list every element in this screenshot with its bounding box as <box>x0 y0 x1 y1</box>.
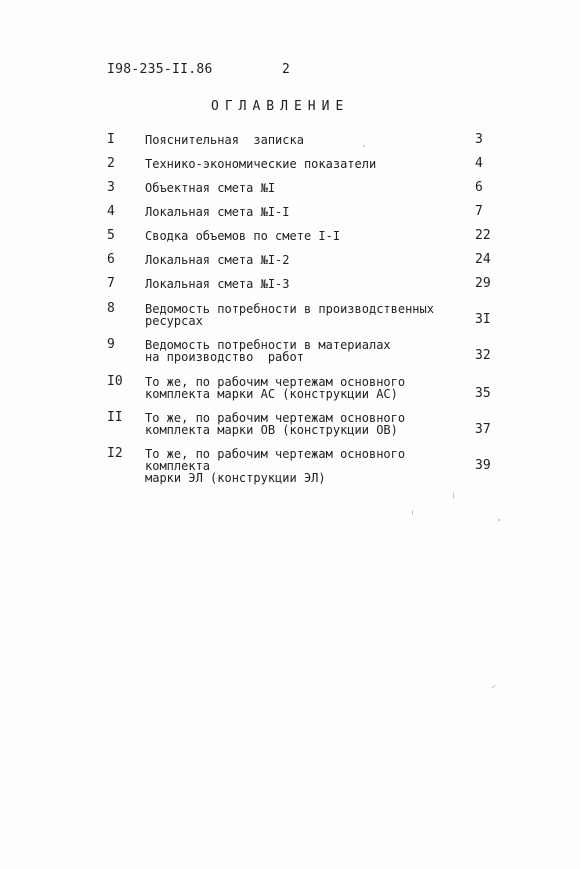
toc-entry-number: 8 <box>107 301 115 316</box>
toc-entry-number: I0 <box>107 374 123 389</box>
toc-entry-title: Локальная смета №I-3 <box>145 277 290 291</box>
paper-speck <box>453 492 454 499</box>
toc-entry-number: 3 <box>107 180 115 195</box>
toc-entry-title: То же, по рабочим чертежам основного комплекта марки ЭЛ (конструкции ЭЛ) <box>145 447 406 485</box>
toc-entry-number: 6 <box>107 252 115 267</box>
toc-entry-title: Ведомость потребности в материалах на производство работ <box>145 338 391 364</box>
paper-speck <box>363 145 365 147</box>
toc-entry-page: 6 <box>475 180 483 195</box>
toc-entry-number: 4 <box>107 204 115 219</box>
toc-entry-page: 37 <box>475 422 491 437</box>
toc-title: ОГЛАВЛЕНИЕ <box>211 99 350 114</box>
toc-entry-page: 3 <box>475 132 483 147</box>
toc-entry-number: I <box>107 132 115 147</box>
toc-entry-page: 39 <box>475 458 491 473</box>
toc-entry-page: 4 <box>475 156 483 171</box>
toc-entry-page: 29 <box>475 276 491 291</box>
toc-entry-title: Пояснительная записка <box>145 133 304 147</box>
toc-entry-page: 22 <box>475 228 491 243</box>
toc-entry-title: То же, по рабочим чертежам основного комплекта марки ОВ (конструкции ОВ) <box>145 411 406 437</box>
toc-entry-page: 32 <box>475 348 491 363</box>
toc-entry-number: 7 <box>107 276 115 291</box>
paper-speck <box>498 519 500 521</box>
toc-entry-page: 7 <box>475 204 483 219</box>
toc-entry-number: I2 <box>107 446 123 461</box>
toc-entry-number: 9 <box>107 337 115 352</box>
toc-entry-page: 35 <box>475 386 491 401</box>
paper-speck <box>412 510 413 515</box>
page-number: 2 <box>282 62 290 77</box>
toc-entry-title: Сводка объемов по смете I-I <box>145 229 341 243</box>
document-code: I98-235-II.86 <box>107 62 213 77</box>
toc-entry-title: Ведомость потребности в производственных ресурсах <box>145 302 434 328</box>
toc-entry-title: То же, по рабочим чертежам основного комплекта марки АС (конструкции АС) <box>145 375 406 401</box>
toc-entry-number: 5 <box>107 228 115 243</box>
toc-entry-title: Технико-экономические показатели <box>145 157 377 171</box>
toc-entry-title: Локальная смета №I-I <box>145 205 290 219</box>
toc-entry-number: II <box>107 410 123 425</box>
toc-entry-title: Объектная смета №I <box>145 181 276 195</box>
toc-entry-title: Локальная смета №I-2 <box>145 253 290 267</box>
toc-entry-number: 2 <box>107 156 115 171</box>
toc-entry-page: 3I <box>475 312 491 327</box>
toc-entry-page: 24 <box>475 252 491 267</box>
